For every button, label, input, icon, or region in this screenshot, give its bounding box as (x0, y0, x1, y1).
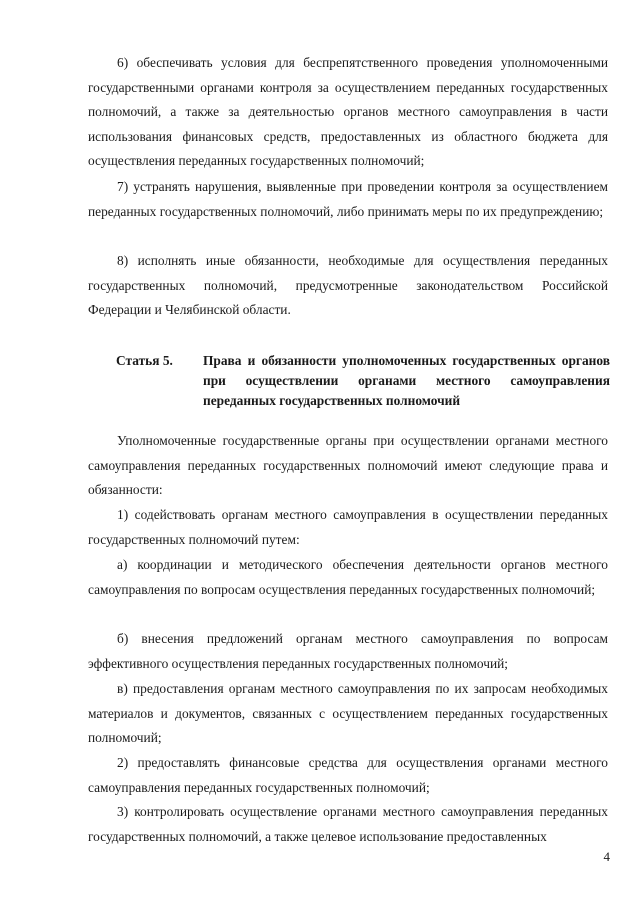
paragraph-item-1: 1) содействовать органам местного самоуправления в осуществлении переданных государственных полномочий путем: (88, 507, 608, 547)
paragraph-item-2: 2) предоставлять финансовые средства для осуществления органами местного самоуправления переданных государственных полномочий; (88, 755, 608, 795)
article-number: Статья 5. (116, 353, 173, 368)
paragraph-subitem-b: б) внесения предложений органам местного самоуправления по вопросам эффективного осуществления переданных государственных полномочий; (88, 631, 608, 671)
paragraph-subitem-a: а) координации и методического обеспечения деятельности органов местного самоуправления по вопросам осуществления переданных государственных полномочий; (88, 557, 608, 597)
paragraph-item-7: 7) устранять нарушения, выявленные при проведении контроля за осуществлением переданных государственных полномочий, либо принимать меры по их предупреждению; (88, 179, 608, 219)
page-number: 4 (603, 849, 610, 864)
paragraph-item-3: 3) контролировать осуществление органами местного самоуправления переданных государственных полномочий, а также целевое использование предоставленных (88, 804, 608, 844)
paragraph-item-6: 6) обеспечивать условия для беспрепятственного проведения уполномоченными государственными органами контроля за осуществлением переданных государственных полномочий, а также за деятельностью органов местного самоуправления в части использования финансовых средств, предоставленных из областного бюджета для осуществления переданных государственных полномочий; (88, 55, 608, 169)
paragraph-subitem-v: в) предоставления органам местного самоуправления по их запросам необходимых материалов и документов, связанных с осуществлением переданных государственных полномочий; (88, 681, 608, 746)
paragraph-item-8: 8) исполнять иные обязанности, необходимые для осуществления переданных государственных полномочий, предусмотренные законодательством Российской Федерации и Челябинской области. (88, 253, 608, 318)
article-title: Права и обязанности уполномоченных государственных органов при осуществлении органами местного самоуправления переданных государственных полномочий (203, 353, 610, 408)
article-intro-paragraph: Уполномоченные государственные органы при осуществлении органами местного самоуправления переданных государственных полномочий имеют следующие права и обязанности: (88, 433, 608, 498)
